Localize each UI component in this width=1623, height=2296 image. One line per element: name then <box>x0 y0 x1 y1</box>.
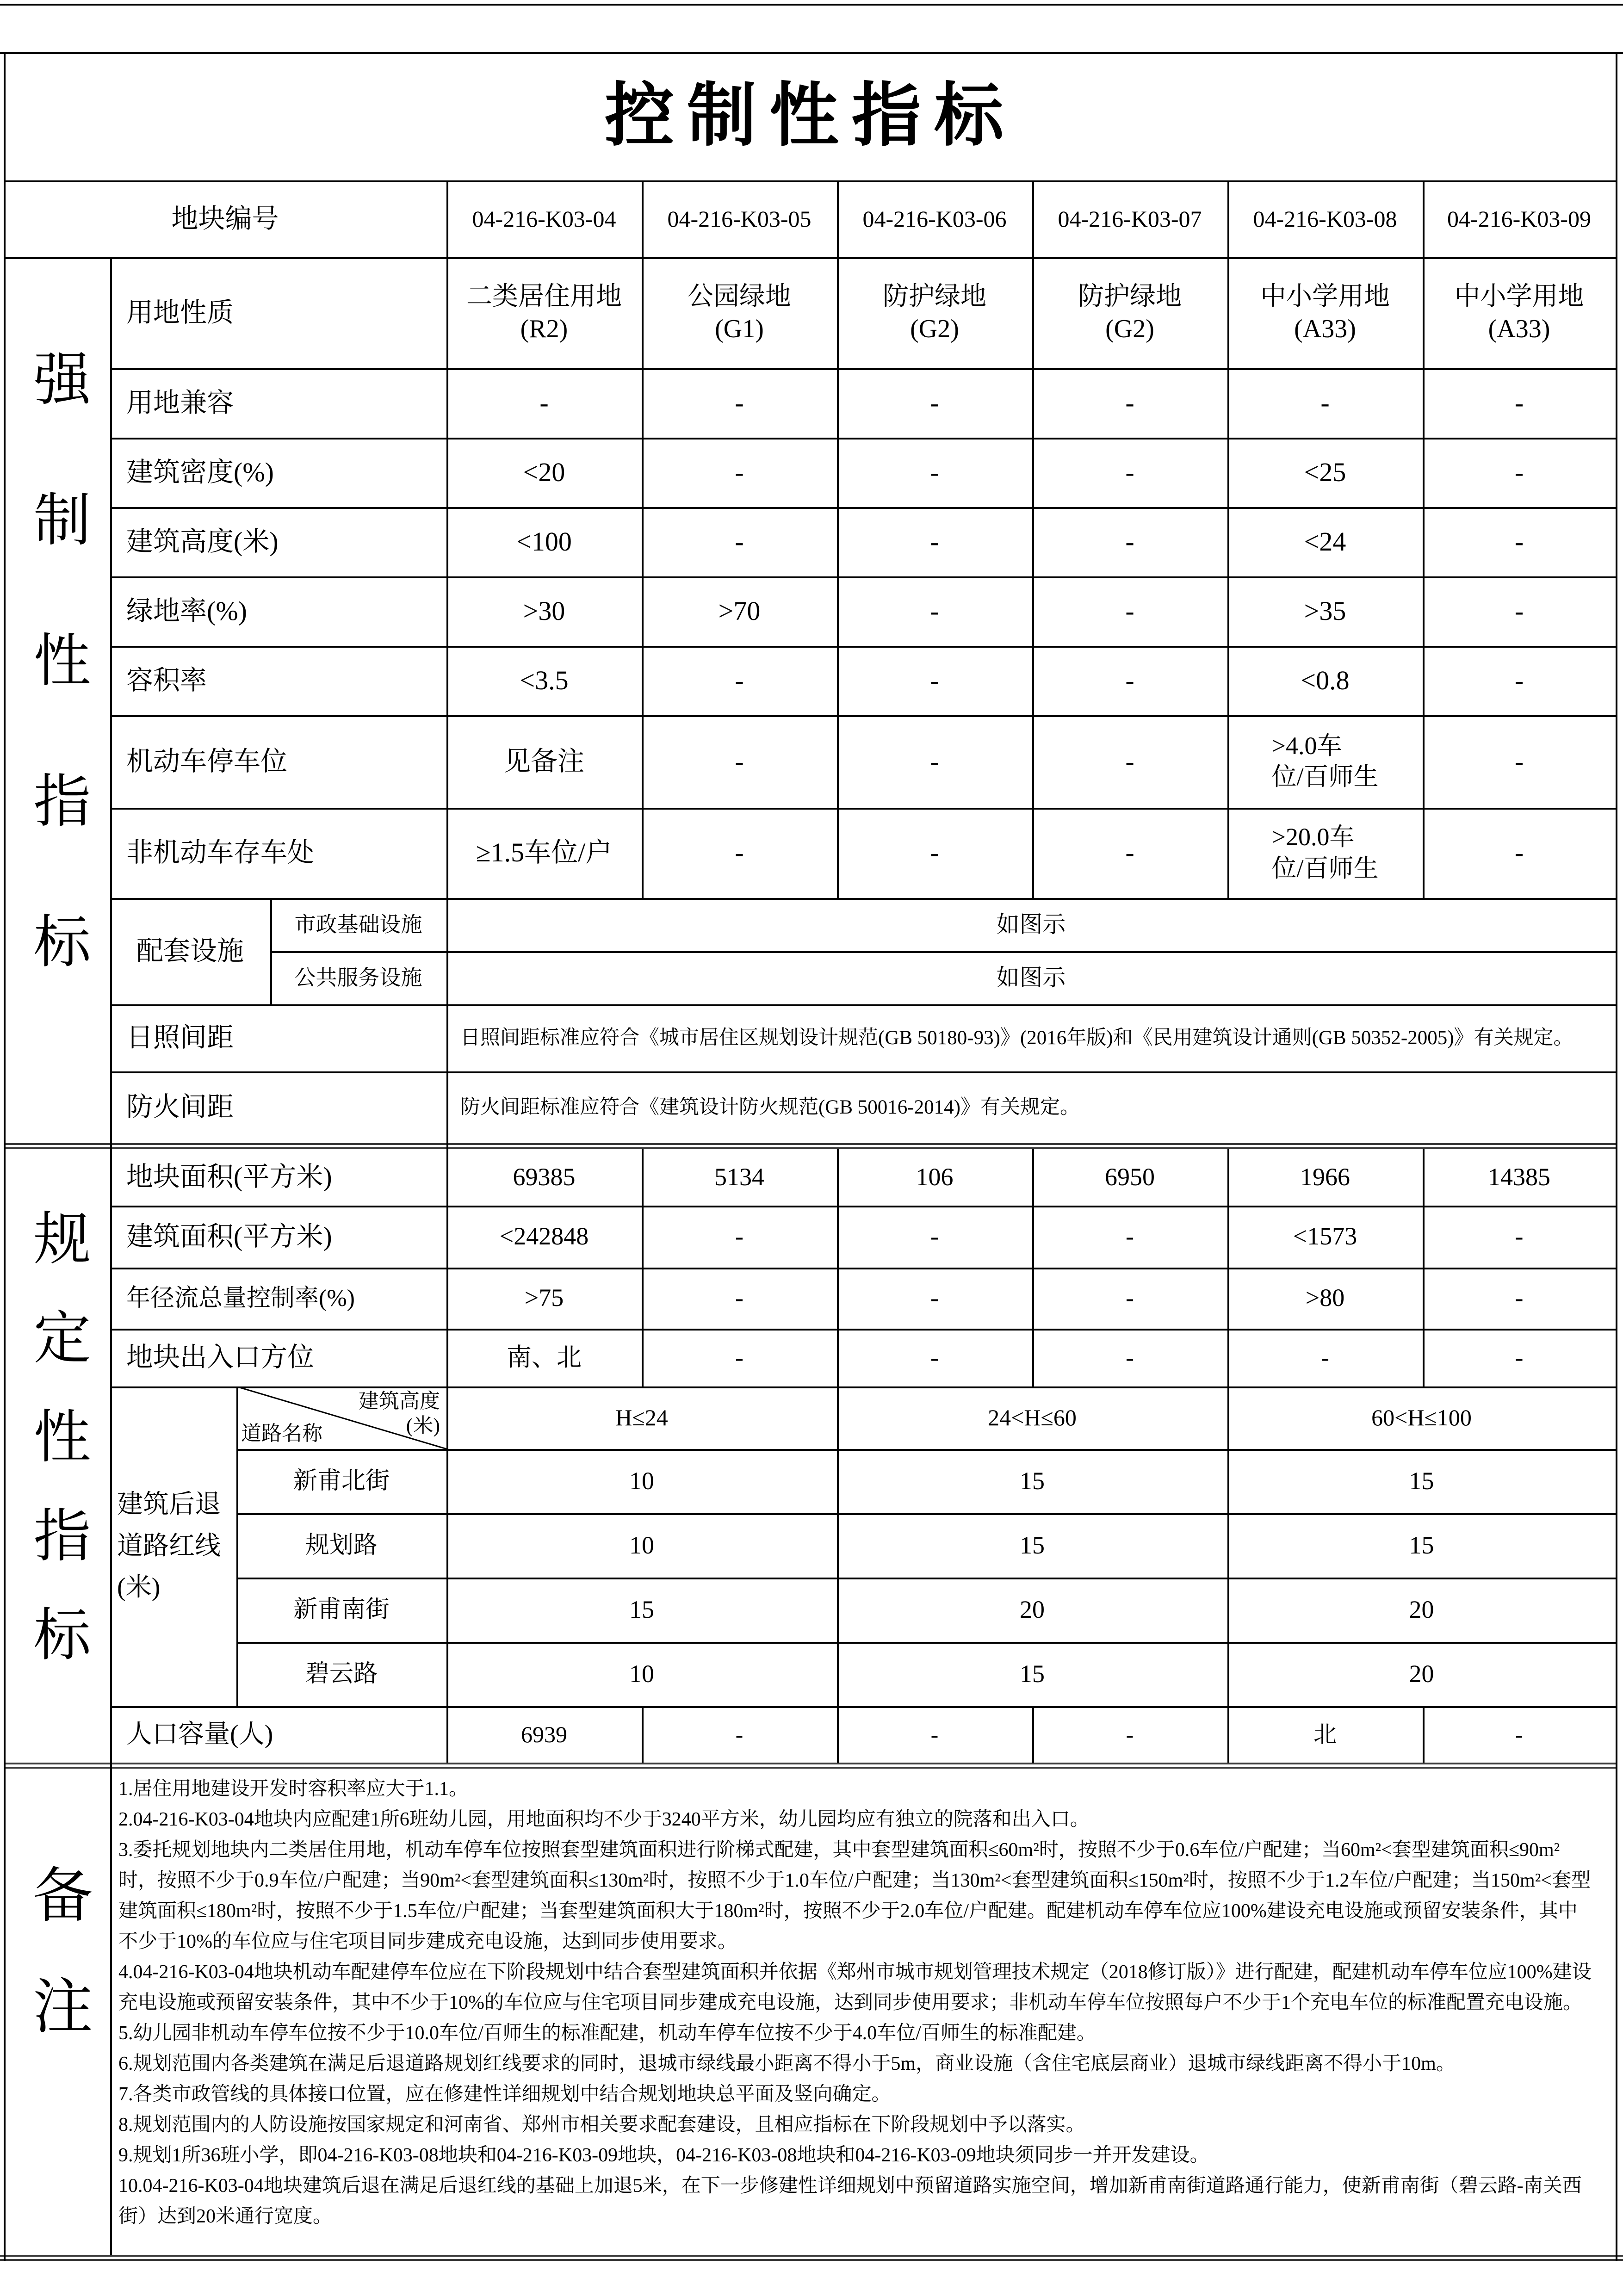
cell-floor-area: - <box>1515 1222 1524 1250</box>
cell-access: - <box>735 1343 743 1371</box>
cell-plot-area: 106 <box>916 1163 954 1191</box>
cell-compatibility: - <box>1514 387 1524 418</box>
corner-label-road-name: 道路名称 <box>241 1422 322 1445</box>
plot-id-value: 04-216-K03-06 <box>862 205 1007 232</box>
note-item: 3.委托规划地块内二类居住用地，机动车停车位按照套型建筑面积进行阶梯式配建，其中套型建筑面积≤60m²时，按照不少于0.6车位/户配建；当60m²<套型建筑面积≤90m²时，按照不少于0.9车位/户配建；当90m²<套型建筑面积≤130m²时，按照不少于1.0车位/户配建；当130m²<套型建筑面积≤150m²时，按照不少于1.2车位/户配建；当150m²<套型建筑面积≤180m²时，按照不少于1.5车位/户配建；当套型建筑面积大于180m²时，按照不少于2.0车位/户配建。配建机动车停车位应100%建设充电设施或预留安装条件，其中不少于10%的车位应与住宅项目同步建成充电设施，达到同步使用要求。 <box>118 1839 1591 1952</box>
cell-fire-text: 防火间距标准应符合《建筑设计防火规范(GB 50016-2014)》有关规定。 <box>460 1096 1080 1118</box>
note-item: 1.居住用地建设开发时容积率应大于1.1。 <box>118 1778 469 1800</box>
road-setback-value: 15 <box>1020 1531 1045 1559</box>
road-setback-value: 10 <box>629 1659 654 1688</box>
road-setback-value: 10 <box>629 1531 654 1559</box>
cell-population: - <box>930 1721 939 1747</box>
cell-far: <0.8 <box>1301 665 1350 695</box>
cell-bike-parking: - <box>735 837 744 868</box>
row-label-access: 地块出入口方位 <box>126 1342 315 1373</box>
cell-bike-parking: - <box>930 837 939 868</box>
cell-access: - <box>930 1343 939 1371</box>
row-label-plot-area: 地块面积(平方米) <box>126 1162 332 1192</box>
cell-height: - <box>930 526 939 557</box>
cell-floor-area: <1573 <box>1293 1222 1357 1250</box>
note-item: 9.规划1所36班小学，即04-216-K03-08地块和04-216-K03-09地块，04-216-K03-08地块和04-216-K03-09地块须同步一并开发建设。 <box>118 2145 1209 2166</box>
cell-compatibility: - <box>735 387 744 418</box>
cell-floor-area: - <box>1126 1222 1134 1250</box>
cell-bike-parking: >20.0车 位/百师生 <box>1271 823 1379 882</box>
setback-height-col: H≤24 <box>615 1405 668 1431</box>
grid-line <box>0 4 1623 6</box>
cell-car-parking: - <box>1125 746 1134 776</box>
cell-municipal-infra: 如图示 <box>996 911 1066 938</box>
road-setback-value: 15 <box>1409 1531 1434 1559</box>
row-label-green-ratio: 绿地率(%) <box>126 595 247 626</box>
row-label-sunshine: 日照间距 <box>126 1022 234 1053</box>
bottom-border <box>0 2255 1623 2261</box>
row-label-compatibility: 用地兼容 <box>126 387 234 418</box>
cell-compatibility: - <box>1320 387 1330 418</box>
cell-public-service: 如图示 <box>996 965 1066 991</box>
row-label-setback: 建筑后退道路红线(米) <box>117 1490 221 1602</box>
section-label-regulatory: 规定性指标 <box>25 1208 89 1703</box>
cell-density: <20 <box>523 457 565 487</box>
plot-id-value: 04-216-K03-05 <box>667 205 812 232</box>
row-label-supporting: 配套设施 <box>136 935 244 966</box>
cell-population: - <box>1515 1721 1523 1747</box>
row-label-land-use: 用地性质 <box>126 297 234 328</box>
cell-height: <24 <box>1304 526 1346 557</box>
row-label-public-service: 公共服务设施 <box>294 965 422 990</box>
cell-population: - <box>735 1721 743 1747</box>
road-setback-value: 15 <box>629 1595 654 1623</box>
cell-population: - <box>1126 1721 1134 1747</box>
road-setback-value: 15 <box>1020 1659 1045 1688</box>
cell-land-use: 中小学用地 (A33) <box>1260 282 1390 343</box>
note-item: 10.04-216-K03-04地块建筑后退在满足后退红线的基础上加退5米，在下一步修建性详细规划中预留道路实施空间，增加新甫南街道路通行能力，使新甫南街（碧云路-南关西街）达到20米通行宽度。 <box>118 2175 1582 2227</box>
row-label-runoff: 年径流总量控制率(%) <box>126 1285 355 1312</box>
row-label-far: 容积率 <box>126 665 207 695</box>
cell-access: - <box>1515 1343 1524 1371</box>
cell-floor-area: <242848 <box>499 1222 589 1250</box>
cell-compatibility: - <box>1125 387 1134 418</box>
note-item: 4.04-216-K03-04地块机动车配建停车位应在下阶段规划中结合套型建筑面积并依据《郑州市城市规划管理技术规定（2018修订版）》进行配建，配建机动车停车位应100%建设充电设施或预留安装条件，其中不少于10%的车位应与住宅项目同步建成充电设施，达到同步使用要求；非机动车停车位按照每户不少于1个充电车位的标准配置充电设施。 <box>118 1962 1592 2013</box>
row-label-car-parking: 机动车停车位 <box>126 746 288 776</box>
plot-id-value: 04-216-K03-04 <box>472 205 616 232</box>
section-label-mandatory: 强制性指标 <box>25 348 89 1052</box>
road-setback-value: 20 <box>1409 1659 1434 1688</box>
cell-height: - <box>1514 526 1524 557</box>
cell-green-ratio: - <box>1125 595 1134 626</box>
cell-car-parking: 见备注 <box>503 746 584 776</box>
cell-land-use: 二类居住用地 (R2) <box>466 282 622 343</box>
cell-compatibility: - <box>930 387 939 418</box>
row-label-height: 建筑高度(米) <box>126 526 279 557</box>
road-setback-value: 20 <box>1409 1595 1434 1623</box>
cell-land-use: 防护绿地 (G2) <box>883 282 986 343</box>
cell-land-use: 中小学用地 (A33) <box>1454 282 1584 343</box>
plot-id-value: 04-216-K03-08 <box>1253 205 1397 232</box>
cell-far: <3.5 <box>520 665 569 695</box>
cell-plot-area: 6950 <box>1105 1163 1155 1191</box>
plot-id-value: 04-216-K03-07 <box>1058 205 1202 232</box>
cell-compatibility: - <box>539 387 549 418</box>
setback-height-col: 60<H≤100 <box>1371 1405 1472 1431</box>
corner-label-building-height: 建筑高度 (米) <box>359 1390 440 1437</box>
cell-sunshine-text: 日照间距标准应符合《城市居住区规划设计规范(GB 50180-93)》(2016年版)和《民用建筑设计通则(GB 50352-2005)》有关规定。 <box>460 1027 1573 1049</box>
note-item: 5.幼儿园非机动车停车位按不少于10.0车位/百师生的标准配建，机动车停车位按不少于4.0车位/百师生的标准配建。 <box>118 2023 1096 2044</box>
cell-plot-area: 5134 <box>714 1163 764 1191</box>
cell-access: - <box>1321 1343 1329 1371</box>
cell-green-ratio: >70 <box>718 595 761 626</box>
setback-height-col: 24<H≤60 <box>988 1405 1077 1431</box>
cell-car-parking: >4.0车 位/百师生 <box>1271 731 1379 791</box>
cell-land-use: 公园绿地 (G1) <box>688 282 791 343</box>
cell-height: - <box>735 526 744 557</box>
cell-access: - <box>1126 1343 1134 1371</box>
notes-text-block <box>110 1768 1616 2255</box>
cell-far: - <box>1514 665 1524 695</box>
cell-green-ratio: - <box>930 595 939 626</box>
note-item: 6.规划范围内各类建筑在满足后退道路规划红线要求的同时，退城市绿线最小距离不得小于5m，商业设施（含住宅底层商业）退城市绿线距离不得小于10m。 <box>118 2053 1456 2074</box>
section-label-notes: 备注 <box>24 1863 91 2086</box>
cell-green-ratio: >30 <box>523 595 565 626</box>
road-name: 碧云路 <box>305 1661 378 1687</box>
cell-runoff: >75 <box>524 1284 564 1312</box>
cell-car-parking: - <box>1514 746 1524 776</box>
cell-runoff: - <box>1126 1284 1134 1312</box>
road-name: 新甫南街 <box>293 1597 390 1623</box>
cell-bike-parking: - <box>1514 837 1524 868</box>
note-item: 8.规划范围内的人防设施按国家规定和河南省、郑州市相关要求配套建设，且相应指标在下阶段规划中予以落实。 <box>118 2114 1085 2135</box>
cell-population: 北 <box>1313 1721 1337 1747</box>
cell-plot-area: 69385 <box>513 1163 576 1191</box>
cell-floor-area: - <box>930 1222 939 1250</box>
cell-far: - <box>930 665 939 695</box>
plot-id-label: 地块编号 <box>171 203 279 234</box>
cell-runoff: >80 <box>1305 1284 1345 1312</box>
cell-height: - <box>1125 526 1134 557</box>
road-name: 新甫北街 <box>293 1468 390 1494</box>
cell-far: - <box>735 665 744 695</box>
note-item: 2.04-216-K03-04地块内应配建1所6班幼儿园，用地面积均不少于3240平方米，幼儿园均应有独立的院落和出入口。 <box>118 1809 1090 1830</box>
cell-car-parking: - <box>735 746 744 776</box>
road-setback-value: 15 <box>1409 1467 1434 1495</box>
cell-density: - <box>930 457 939 487</box>
cell-land-use: 防护绿地 (G2) <box>1078 282 1182 343</box>
cell-access: 南、北 <box>507 1343 582 1371</box>
note-item: 7.各类市政管线的具体接口位置，应在修建性详细规划中结合规划地块总平面及竖向确定。 <box>118 2084 891 2105</box>
plot-id-value: 04-216-K03-09 <box>1447 205 1592 232</box>
grid-line <box>1616 52 1617 2261</box>
cell-bike-parking: ≥1.5车位/户 <box>476 837 613 868</box>
cell-bike-parking: - <box>1125 837 1134 868</box>
cell-density: <25 <box>1304 457 1346 487</box>
cell-car-parking: - <box>930 746 939 776</box>
row-label-municipal-infra: 市政基础设施 <box>294 912 422 936</box>
cell-floor-area: - <box>735 1222 743 1250</box>
cell-plot-area: 14385 <box>1488 1163 1550 1191</box>
cell-population: 6939 <box>521 1721 567 1747</box>
cell-runoff: - <box>1515 1284 1524 1312</box>
row-label-population: 人口容量(人) <box>126 1720 273 1749</box>
setback-corner-header <box>236 1386 446 1449</box>
row-label-floor-area: 建筑面积(平方米) <box>126 1221 332 1251</box>
road-setback-value: 10 <box>629 1467 654 1495</box>
row-label-density: 建筑密度(%) <box>126 457 274 487</box>
cell-runoff: - <box>735 1284 743 1312</box>
cell-green-ratio: >35 <box>1304 595 1346 626</box>
cell-density: - <box>735 457 744 487</box>
page-title: 控制性指标 <box>604 77 1016 155</box>
row-label-bike-parking: 非机动车存车处 <box>126 837 315 868</box>
cell-green-ratio: - <box>1514 595 1524 626</box>
cell-plot-area: 1966 <box>1300 1163 1350 1191</box>
road-name: 规划路 <box>305 1532 378 1559</box>
cell-runoff: - <box>930 1284 939 1312</box>
road-setback-value: 15 <box>1020 1467 1045 1495</box>
cell-density: - <box>1514 457 1524 487</box>
cell-height: <100 <box>516 526 572 557</box>
cell-density: - <box>1125 457 1134 487</box>
road-setback-value: 20 <box>1020 1595 1045 1623</box>
row-label-fire: 防火间距 <box>126 1092 234 1122</box>
cell-far: - <box>1125 665 1134 695</box>
